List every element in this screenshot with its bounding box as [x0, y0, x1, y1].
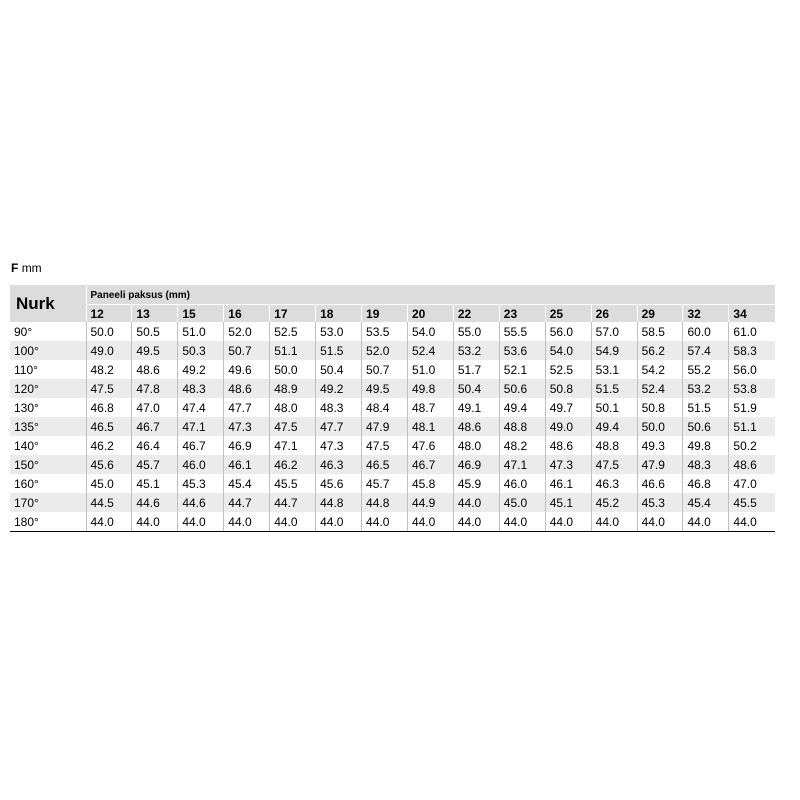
- value-cell: 56.2: [637, 341, 683, 360]
- value-cell: 45.1: [132, 474, 178, 493]
- value-cell: 53.2: [683, 379, 729, 398]
- value-cell: 49.4: [499, 398, 545, 417]
- value-cell: 53.5: [362, 322, 408, 341]
- value-cell: 61.0: [729, 322, 775, 341]
- value-cell: 47.4: [178, 398, 224, 417]
- column-header: 26: [591, 305, 637, 323]
- value-cell: 48.6: [453, 417, 499, 436]
- angle-cell: 90°: [14, 324, 33, 339]
- value-cell: 47.3: [316, 436, 362, 455]
- column-header: 19: [362, 305, 408, 323]
- value-cell: 45.0: [499, 493, 545, 512]
- value-cell: 45.0: [86, 474, 132, 493]
- value-cell: 44.0: [637, 512, 683, 532]
- value-cell: 54.9: [591, 341, 637, 360]
- value-cell: 46.9: [224, 436, 270, 455]
- value-cell: 46.1: [224, 455, 270, 474]
- value-cell: 49.2: [178, 360, 224, 379]
- value-cell: 54.0: [545, 341, 591, 360]
- value-cell: 50.4: [316, 360, 362, 379]
- table-row: [10, 493, 775, 512]
- header-row-group: [10, 285, 775, 305]
- table-row: [10, 341, 775, 360]
- value-cell: 50.7: [224, 341, 270, 360]
- value-cell: 48.2: [86, 360, 132, 379]
- value-cell: 57.4: [683, 341, 729, 360]
- value-cell: 44.0: [316, 512, 362, 532]
- value-cell: 44.0: [132, 512, 178, 532]
- value-cell: 46.1: [545, 474, 591, 493]
- table-row: [10, 398, 775, 417]
- value-cell: 44.0: [545, 512, 591, 532]
- value-cell: 51.5: [316, 341, 362, 360]
- value-cell: 47.5: [591, 455, 637, 474]
- value-cell: 54.0: [407, 322, 453, 341]
- value-cell: 49.8: [407, 379, 453, 398]
- value-cell: 44.0: [591, 512, 637, 532]
- value-cell: 49.6: [224, 360, 270, 379]
- value-cell: 50.0: [637, 417, 683, 436]
- column-header: 34: [729, 305, 775, 323]
- value-cell: 47.5: [86, 379, 132, 398]
- value-cell: 45.7: [132, 455, 178, 474]
- table-row: [10, 379, 775, 398]
- value-cell: 46.0: [499, 474, 545, 493]
- value-cell: 44.6: [178, 493, 224, 512]
- value-cell: 45.4: [224, 474, 270, 493]
- value-cell: 47.1: [178, 417, 224, 436]
- row-header-nurk: Nurk: [10, 285, 86, 322]
- value-cell: 44.0: [453, 512, 499, 532]
- value-cell: 44.0: [729, 512, 775, 532]
- angle-cell: 140°: [14, 438, 39, 453]
- value-cell: 50.6: [683, 417, 729, 436]
- value-cell: 45.7: [362, 474, 408, 493]
- value-cell: 49.4: [591, 417, 637, 436]
- value-cell: 58.3: [729, 341, 775, 360]
- value-cell: 51.9: [729, 398, 775, 417]
- value-cell: 48.6: [729, 455, 775, 474]
- value-cell: 46.0: [178, 455, 224, 474]
- column-header: 29: [637, 305, 683, 323]
- caption-symbol: F: [11, 261, 19, 275]
- value-cell: 53.0: [316, 322, 362, 341]
- value-cell: 46.8: [683, 474, 729, 493]
- value-cell: 48.3: [316, 398, 362, 417]
- value-cell: 50.0: [86, 322, 132, 341]
- value-cell: 50.2: [729, 436, 775, 455]
- value-cell: 45.3: [637, 493, 683, 512]
- value-cell: 50.0: [270, 360, 316, 379]
- value-cell: 44.7: [224, 493, 270, 512]
- table-row: [10, 322, 775, 341]
- table-row: [10, 417, 775, 436]
- column-header: 12: [86, 305, 132, 323]
- value-cell: 44.0: [453, 493, 499, 512]
- value-cell: 47.7: [316, 417, 362, 436]
- value-cell: 50.6: [499, 379, 545, 398]
- value-cell: 46.7: [178, 436, 224, 455]
- value-cell: 52.4: [407, 341, 453, 360]
- group-header-panel-thickness: Paneeli paksus (mm): [86, 285, 775, 305]
- value-cell: 46.4: [132, 436, 178, 455]
- value-cell: 49.5: [362, 379, 408, 398]
- angle-cell: 120°: [10, 379, 86, 398]
- value-cell: 53.8: [729, 379, 775, 398]
- value-cell: 54.2: [637, 360, 683, 379]
- value-cell: 56.0: [545, 322, 591, 341]
- value-cell: 44.5: [86, 493, 132, 512]
- value-cell: 57.0: [591, 322, 637, 341]
- header-row-columns: [10, 305, 775, 323]
- value-cell: 51.0: [407, 360, 453, 379]
- value-cell: 46.7: [132, 417, 178, 436]
- value-cell: 47.1: [499, 455, 545, 474]
- value-cell: 47.5: [362, 436, 408, 455]
- value-cell: 48.7: [407, 398, 453, 417]
- value-cell: 55.0: [453, 322, 499, 341]
- table-row: [10, 455, 775, 474]
- column-header: 17: [270, 305, 316, 323]
- value-cell: 45.2: [591, 493, 637, 512]
- value-cell: 55.2: [683, 360, 729, 379]
- angle-cell: 160°: [14, 476, 39, 491]
- value-cell: 46.7: [407, 455, 453, 474]
- value-cell: 53.1: [591, 360, 637, 379]
- column-header: 22: [453, 305, 499, 323]
- value-cell: 49.1: [453, 398, 499, 417]
- angle-cell: 170°: [10, 493, 86, 512]
- angle-cell: 130°: [14, 400, 39, 415]
- value-cell: 44.0: [362, 512, 408, 532]
- value-cell: 46.8: [86, 398, 132, 417]
- value-cell: 60.0: [683, 322, 729, 341]
- value-cell: 46.5: [86, 417, 132, 436]
- value-cell: 44.0: [86, 512, 132, 532]
- value-cell: 47.6: [407, 436, 453, 455]
- table-row: [10, 474, 775, 493]
- table-row: [10, 512, 775, 532]
- value-cell: 47.8: [132, 379, 178, 398]
- value-cell: 45.4: [683, 493, 729, 512]
- value-cell: 45.5: [729, 493, 775, 512]
- value-cell: 44.8: [316, 493, 362, 512]
- value-cell: 45.6: [316, 474, 362, 493]
- value-cell: 45.9: [453, 474, 499, 493]
- value-cell: 48.4: [362, 398, 408, 417]
- value-cell: 58.5: [637, 322, 683, 341]
- value-cell: 44.8: [362, 493, 408, 512]
- value-cell: 52.4: [637, 379, 683, 398]
- value-cell: 47.1: [270, 436, 316, 455]
- value-cell: 49.0: [86, 341, 132, 360]
- value-cell: 50.3: [178, 341, 224, 360]
- column-header: 13: [132, 305, 178, 323]
- value-cell: 51.5: [591, 379, 637, 398]
- value-cell: 55.5: [499, 322, 545, 341]
- value-cell: 48.8: [499, 417, 545, 436]
- dimension-table: [10, 285, 775, 532]
- value-cell: 53.6: [499, 341, 545, 360]
- value-cell: 44.0: [224, 512, 270, 532]
- table-row: [10, 360, 775, 379]
- value-cell: 49.7: [545, 398, 591, 417]
- value-cell: 48.0: [270, 398, 316, 417]
- value-cell: 48.3: [178, 379, 224, 398]
- angle-cell: 180°: [10, 512, 86, 532]
- value-cell: 49.0: [545, 417, 591, 436]
- value-cell: 50.4: [453, 379, 499, 398]
- value-cell: 46.9: [453, 455, 499, 474]
- value-cell: 52.5: [545, 360, 591, 379]
- column-header: 20: [407, 305, 453, 323]
- table-caption: [11, 261, 42, 275]
- value-cell: 51.0: [178, 322, 224, 341]
- value-cell: 48.8: [591, 436, 637, 455]
- value-cell: 51.7: [453, 360, 499, 379]
- value-cell: 50.8: [637, 398, 683, 417]
- value-cell: 48.6: [132, 360, 178, 379]
- value-cell: 49.3: [637, 436, 683, 455]
- value-cell: 48.3: [683, 455, 729, 474]
- value-cell: 44.0: [499, 512, 545, 532]
- value-cell: 45.5: [270, 474, 316, 493]
- value-cell: 47.7: [224, 398, 270, 417]
- value-cell: 48.2: [499, 436, 545, 455]
- column-header: 23: [499, 305, 545, 323]
- column-header: 25: [545, 305, 591, 323]
- value-cell: 46.3: [316, 455, 362, 474]
- table-body: [10, 322, 775, 532]
- angle-cell: 150°: [10, 455, 86, 474]
- value-cell: 47.3: [224, 417, 270, 436]
- value-cell: 48.6: [545, 436, 591, 455]
- value-cell: 49.8: [683, 436, 729, 455]
- value-cell: 47.5: [270, 417, 316, 436]
- value-cell: 44.0: [270, 512, 316, 532]
- value-cell: 44.0: [407, 512, 453, 532]
- value-cell: 46.3: [591, 474, 637, 493]
- value-cell: 46.5: [362, 455, 408, 474]
- angle-cell: 135°: [10, 417, 86, 436]
- value-cell: 53.2: [453, 341, 499, 360]
- value-cell: 50.1: [591, 398, 637, 417]
- value-cell: 45.3: [178, 474, 224, 493]
- caption-unit: mm: [21, 261, 42, 275]
- column-header: 16: [224, 305, 270, 323]
- value-cell: 44.9: [407, 493, 453, 512]
- value-cell: 52.0: [224, 322, 270, 341]
- value-cell: 48.0: [453, 436, 499, 455]
- value-cell: 51.5: [683, 398, 729, 417]
- value-cell: 46.6: [637, 474, 683, 493]
- value-cell: 46.2: [270, 455, 316, 474]
- value-cell: 50.5: [132, 322, 178, 341]
- value-cell: 45.1: [545, 493, 591, 512]
- value-cell: 44.7: [270, 493, 316, 512]
- value-cell: 44.0: [178, 512, 224, 532]
- value-cell: 47.9: [637, 455, 683, 474]
- value-cell: 48.6: [224, 379, 270, 398]
- angle-cell: 110°: [14, 362, 38, 377]
- value-cell: 44.6: [132, 493, 178, 512]
- value-cell: 44.0: [683, 512, 729, 532]
- value-cell: 56.0: [729, 360, 775, 379]
- value-cell: 51.1: [270, 341, 316, 360]
- value-cell: 52.1: [499, 360, 545, 379]
- value-cell: 50.8: [545, 379, 591, 398]
- column-header: 18: [316, 305, 362, 323]
- value-cell: 46.2: [86, 436, 132, 455]
- column-header: 15: [178, 305, 224, 323]
- value-cell: 50.7: [362, 360, 408, 379]
- value-cell: 47.3: [545, 455, 591, 474]
- value-cell: 52.0: [362, 341, 408, 360]
- value-cell: 49.2: [316, 379, 362, 398]
- value-cell: 47.0: [132, 398, 178, 417]
- value-cell: 48.9: [270, 379, 316, 398]
- table-row: [10, 436, 775, 455]
- value-cell: 49.5: [132, 341, 178, 360]
- value-cell: 47.9: [362, 417, 408, 436]
- value-cell: 47.0: [729, 474, 775, 493]
- value-cell: 45.8: [407, 474, 453, 493]
- value-cell: 51.1: [729, 417, 775, 436]
- angle-cell: 100°: [10, 341, 86, 360]
- column-header: 32: [683, 305, 729, 323]
- value-cell: 48.1: [407, 417, 453, 436]
- value-cell: 52.5: [270, 322, 316, 341]
- value-cell: 45.6: [86, 455, 132, 474]
